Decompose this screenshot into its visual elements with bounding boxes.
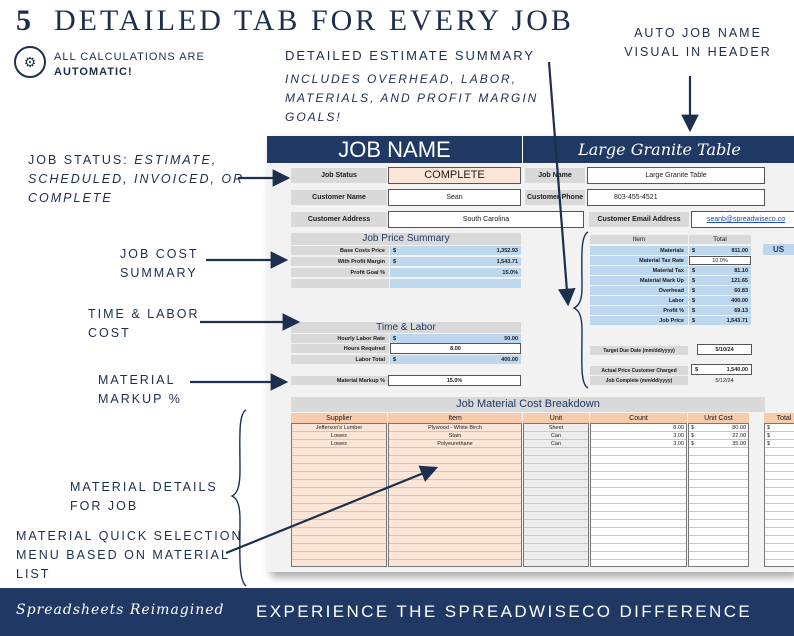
estimate-row-cur: $ [692,267,696,274]
estimate-col-item: Item [590,235,688,244]
price-row-blank-value [390,279,521,288]
price-row-num-1: 1,543.71 [496,258,518,265]
job-status-dropdown[interactable]: COMPLETE [388,167,521,184]
material-supplier-cell[interactable]: Lowes [331,441,347,447]
job-complete-value: 5/12/24 [715,377,734,384]
materials-header-unit-cost: Unit Cost [688,413,749,423]
estimate-row-label: Material Tax Rate [590,256,688,265]
job-name-label: Job Name [525,168,585,183]
callout-job-status-opt2: SCHEDULED, INVOICED, OR [28,172,245,186]
estimate-row-label: Profit % [590,306,688,315]
estimate-row-cur: $ [692,287,696,294]
callout-quick-select-2: MENU BASED ON MATERIAL [16,548,230,562]
callout-job-status-opt1: ESTIMATE, [134,153,218,167]
material-item-select[interactable]: Stain [448,433,462,439]
job-sheet [267,136,794,572]
estimate-row-num: 400.00 [731,297,748,304]
job-status-label: Job Status [291,168,387,183]
price-row-value-2 [390,268,521,277]
labor-row-num-2: 400.00 [501,356,518,363]
footer-brand: Spreadsheets Reimagined [16,602,225,618]
target-date-label: Target Due Date (mm/dd/yyyy) [590,346,688,355]
labor-row-num-0: 50.00 [504,335,518,342]
materials-header-item: Item [388,413,522,423]
estimate-row-value [689,296,751,305]
price-row-value-1 [390,257,521,266]
price-row-cur-0: $ [393,247,397,254]
page-title: DETAILED TAB FOR EVERY JOB [54,4,574,37]
estimate-row-cur: $ [692,277,696,284]
customer-email-label: Customer Email Address [589,212,689,227]
estimate-row-cur: $ [692,247,696,254]
price-row-label-0: Base Costs Price [291,246,389,255]
material-unit-cost-cur: $ [691,441,695,447]
customer-phone-input[interactable]: 803-455-4521 [587,189,765,206]
price-row-value-0 [390,246,521,255]
estimate-row-value [689,266,751,275]
job-complete-input[interactable] [697,376,752,385]
callout-auto-job-1: AUTO JOB NAME [634,26,762,40]
material-total-cur: $ [767,441,771,447]
actual-price-value: 1,540.00 [726,366,748,373]
callout-material-markup-1: MATERIAL [98,373,176,387]
estimate-side-label: US [763,244,794,255]
actual-price-label: Actual Price Customer Charged [590,366,688,375]
section-number: 5 [16,4,31,37]
estimate-row-cur: $ [692,297,696,304]
price-row-blank-label [291,279,389,288]
estimate-row-label: Material Tax [590,266,688,275]
footer-bar [0,588,794,636]
material-unit-cell: Can [550,441,562,447]
job-name-input[interactable]: Large Granite Table [587,167,765,184]
estimate-row-value [689,246,751,255]
material-item-select[interactable]: Plywood - White Birch [428,425,482,431]
sheet-header-bar [267,136,794,163]
callout-quick-select-3: LIST [16,567,51,581]
hours-required-input[interactable] [390,343,521,354]
callout-estimate-sub-1: INCLUDES OVERHEAD, LABOR, [285,72,518,86]
materials-header-count: Count [590,413,687,423]
estimate-row-num: 1,543.71 [726,317,748,324]
callout-time-labor [88,305,200,343]
estimate-row-label: Labor [590,296,688,305]
automatic-note-line2: AUTOMATIC! [54,66,133,78]
labor-row-label-1: Hours Required [291,344,389,353]
price-row-cur-1: $ [393,258,397,265]
customer-phone-label: Customer Phone [525,190,585,205]
callout-material-markup [98,371,182,409]
labor-row-cur-0: $ [393,335,397,342]
automatic-note-line1: ALL CALCULATIONS ARE [54,51,205,63]
material-unit-cost-cur: $ [691,425,695,431]
callout-time-labor-2: COST [88,326,131,340]
labor-row-label-0: Hourly Labor Rate [291,334,389,343]
callout-time-labor-1: TIME & LABOR [88,307,200,321]
material-unit-cost-cur: $ [691,433,695,439]
estimate-row-num: 60.83 [734,287,748,294]
material-markup-value: 15.0% [446,377,463,384]
material-total-cur: $ [767,433,771,439]
labor-row-value-2 [390,355,521,364]
estimate-row-value [689,286,751,295]
material-unit-cell: Can [550,433,562,439]
callout-estimate-sub [285,70,538,127]
labor-row-value-0 [390,334,521,343]
estimate-row-label: Overhead [590,286,688,295]
estimate-row-value [689,306,751,315]
gears-icon: ⚙ [14,46,46,78]
materials-title: Job Material Cost Breakdown [291,397,765,412]
labor-row-label-2: Labor Total [291,355,389,364]
estimate-row-value [689,276,751,285]
material-unit-cost-cell: 22.00 [732,433,746,439]
material-count-cell[interactable]: 8.00 [673,425,684,431]
customer-name-input[interactable]: Sean [388,189,521,206]
callout-estimate-title: DETAILED ESTIMATE SUMMARY [285,48,536,63]
callout-material-details-1: MATERIAL DETAILS [70,480,218,494]
callout-auto-job-2: VISUAL IN HEADER [624,45,772,59]
target-date-input[interactable] [697,344,752,355]
material-tax-rate-input[interactable] [689,256,751,265]
callout-material-details-2: FOR JOB [70,499,139,513]
estimate-row-num: 121.65 [731,277,748,284]
material-count-cell[interactable]: 3.00 [673,441,684,447]
price-summary-title: Job Price Summary [291,233,521,245]
material-unit-cost-cell: 35.00 [732,441,746,447]
price-row-label-1: With Profit Margin [291,257,389,266]
price-row-num-2: 15.0% [502,269,518,276]
estimate-row-value [689,316,751,325]
estimate-row-cur: $ [692,307,696,314]
estimate-row-label: Job Price [590,316,688,325]
job-name-header: JOB NAME [267,136,523,163]
estimate-row-num: 10.0% [712,257,728,264]
estimate-row-label: Material Mark Up [590,276,688,285]
estimate-row-num: 81.10 [734,267,748,274]
target-date-value: 5/10/24 [715,346,734,353]
actual-price-cur: $ [695,366,699,373]
callout-quick-select [16,527,243,584]
estimate-row-num: 69.13 [734,307,748,314]
customer-email-input[interactable]: seanb@spreadwiseco.co [691,211,794,228]
callout-job-cost-1: JOB COST [120,247,199,261]
material-unit-cost-cell: 80.00 [732,425,746,431]
material-total-cur: $ [767,425,771,431]
materials-header-supplier: Supplier [291,413,387,423]
material-supplier-cell[interactable]: Lowes [331,433,347,439]
automatic-note [54,50,205,80]
material-supplier-cell[interactable]: Jefferson's Lumber [315,425,363,431]
actual-price-input[interactable] [691,364,752,375]
estimate-col-total: Total [689,235,751,244]
customer-address-label: Customer Address [291,212,387,227]
material-item-select[interactable]: Polyeurethane [437,441,473,447]
material-count-cell[interactable]: 3.00 [673,433,684,439]
callout-estimate-sub-2: MATERIALS, AND PROFIT MARGIN [285,91,539,105]
callout-job-status-opt3: COMPLETE [28,191,113,205]
time-labor-title: Time & Labor [291,322,521,333]
materials-header-unit: Unit [523,413,589,423]
callout-material-details [70,478,218,516]
callout-job-status [28,151,244,208]
material-unit-cell: Sheet [548,425,564,431]
callout-job-cost-2: SUMMARY [120,266,198,280]
price-row-num-0: 1,352.93 [496,247,518,254]
callout-job-cost [120,245,199,283]
callout-job-status-lead: JOB STATUS: [28,153,129,167]
estimate-row-num: 811.00 [731,247,748,254]
labor-row-num-1: 8.00 [450,345,461,352]
estimate-row-label: Materials [590,246,688,255]
customer-name-label: Customer Name [291,190,387,205]
callout-material-markup-2: MARKUP % [98,392,182,406]
footer-tagline: EXPERIENCE THE SPREADWISECO DIFFERENCE [256,602,753,621]
material-markup-label: Material Markup % [291,376,389,385]
customer-address-input[interactable]: South Carolina [388,211,584,228]
price-row-label-2: Profit Goal % [291,268,389,277]
labor-row-cur-2: $ [393,356,397,363]
callout-quick-select-1: MATERIAL QUICK SELECTION [16,529,243,543]
estimate-row-cur: $ [692,317,696,324]
materials-header-total: Total [764,413,794,423]
material-markup-input[interactable] [388,375,521,386]
job-name-visual: Large Granite Table [578,140,741,159]
callout-estimate-sub-3: GOALS! [285,110,342,124]
callout-auto-job-name [623,24,773,62]
job-complete-label: Job Complete (mm/dd/yyyy) [590,376,688,385]
